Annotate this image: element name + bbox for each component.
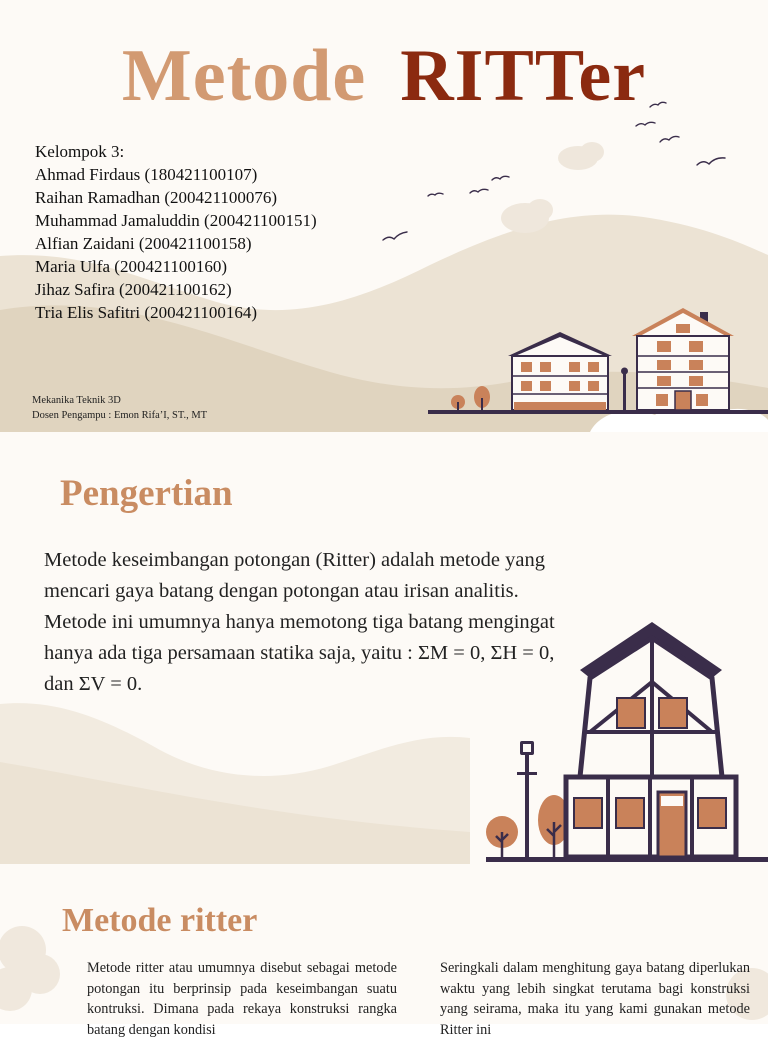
slide-title [0, 0, 768, 432]
member-item: Tria Elis Safitri (200421100164) [35, 303, 258, 322]
member-item: Jihaz Safira (200421100162) [35, 280, 232, 299]
member-item: Maria Ulfa (200421100160) [35, 257, 227, 276]
slide-definition [0, 432, 768, 864]
definition-paragraph: Metode keseimbangan potongan (Ritter) adalah metode yang mencari gaya batang dengan potongan atau irisan analitis. Metode ini umumnya hanya memotong tiga batang mengingat hanya ada tiga persamaan statika saja, yaitu : ΣM = 0, ΣH = 0, dan ΣV = 0. [44, 549, 555, 695]
member-item: Ahmad Firdaus (180421100107) [35, 165, 258, 184]
method-text-column-1: Metode ritter atau umumnya disebut sebagai metode potongan itu berprinsip pada keseimbangan suatu kontruksi. Dimana pada rekaya konstruksi rangka batang dengan kondisi [87, 960, 397, 1038]
course-name: Mekanika Teknik 3D [32, 395, 121, 406]
method-text-column-2: Seringkali dalam menghitung gaya batang diperlukan waktu yang lebih singkat terutama bagi konstruksi yang seirama, maka itu yang kami gunakan metode Ritter ini [440, 960, 750, 1038]
slide-method [0, 864, 768, 1038]
course-info [32, 394, 207, 423]
lamp-post-icon [517, 741, 537, 857]
group-heading: Kelompok 3: [35, 142, 125, 161]
section-heading: Metode ritter [62, 902, 258, 939]
section-heading: Pengertian [60, 473, 233, 514]
member-item: Raihan Ramadhan (200421100076) [35, 188, 278, 207]
title-part-1: Metode [121, 35, 367, 117]
birds-icon [383, 102, 725, 240]
member-item: Muhammad Jamaluddin (200421100151) [35, 211, 317, 230]
title-part-2: RITTer [400, 35, 647, 117]
member-item: Alfian Zaidani (200421100158) [35, 234, 252, 253]
lecturer-name: Dosen Pengampu : Emon Rifa’I, ST., MT [32, 409, 208, 421]
presentation-title [0, 34, 768, 119]
group-members [35, 140, 317, 324]
